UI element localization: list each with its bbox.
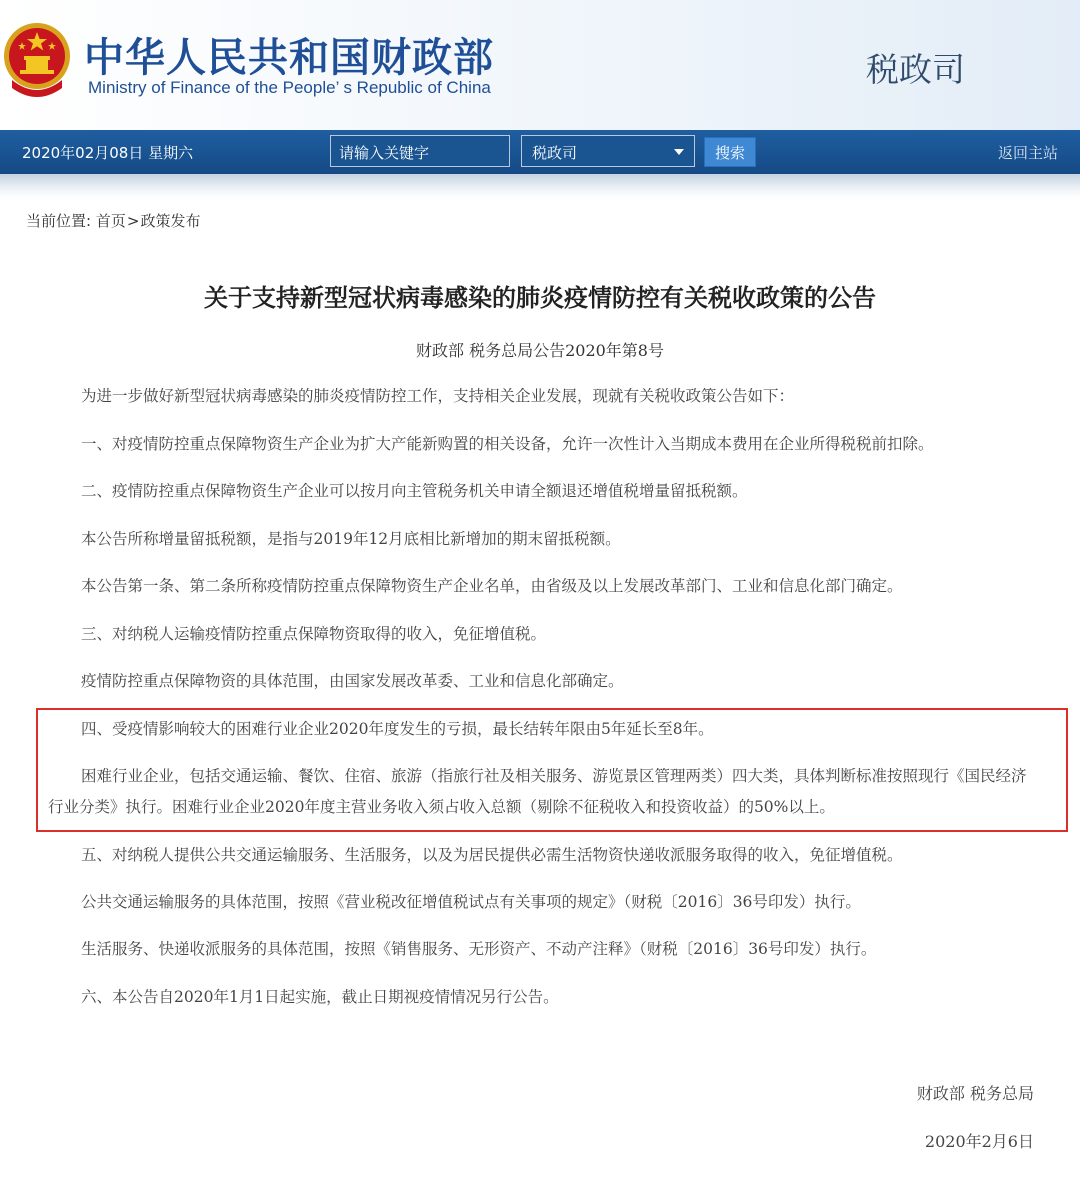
article-paragraph: 公共交通运输服务的具体范围，按照《营业税改征增值税试点有关事项的规定》（财税〔2016〕36号印发）执行。 <box>81 893 861 911</box>
article-paragraph: 本公告所称增量留抵税额，是指与2019年12月底相比新增加的期末留抵税额。 <box>81 530 621 548</box>
article-paragraph: 一、对疫情防控重点保障物资生产企业为扩大产能新购置的相关设备，允许一次性计入当期成本费用在企业所得税税前扣除。 <box>81 435 934 453</box>
breadcrumb-home[interactable]: 首页 <box>95 212 126 230</box>
article-paragraph: 疫情防控重点保障物资的具体范围，由国家发展改革委、工业和信息化部确定。 <box>81 672 624 690</box>
search-input[interactable]: 请输入关键字 <box>330 135 510 167</box>
department-select-value: 税政司 <box>532 144 578 162</box>
article-paragraph: 生活服务、快递收派服务的具体范围，按照《销售服务、无形资产、不动产注释》（财税〔2016〕36号印发）执行。 <box>81 940 877 958</box>
breadcrumb <box>26 210 200 231</box>
national-emblem-icon <box>2 18 72 100</box>
site-header <box>0 0 1080 130</box>
article-paragraph: 六、本公告自2020年1月1日起实施，截止日期视疫情情况另行公告。 <box>81 988 559 1006</box>
article-paragraph: 五、对纳税人提供公共交通运输服务、生活服务，以及为居民提供必需生活物资快递收派服务取得的收入，免征增值税。 <box>81 846 903 864</box>
department-select[interactable] <box>521 135 695 167</box>
search-button[interactable]: 搜索 <box>704 137 756 167</box>
document-number: 财政部 税务总局公告2020年第8号 <box>416 341 664 360</box>
article-paragraph-highlighted: 四、受疫情影响较大的困难行业企业2020年度发生的亏损，最长结转年限由5年延长至8年。 <box>81 720 714 738</box>
current-date: 2020年02月08日 星期六 <box>22 144 194 162</box>
chevron-down-icon <box>674 149 684 155</box>
department-name: 税政司 <box>866 50 965 89</box>
site-title-cn[interactable]: 中华人民共和国财政部 <box>84 35 494 81</box>
breadcrumb-label: 当前位置: <box>26 212 92 230</box>
article-paragraph: 二、疫情防控重点保障物资生产企业可以按月向主管税务机关申请全额退还增值税增量留抵税额。 <box>81 482 748 500</box>
article-title: 关于支持新型冠状病毒感染的肺炎疫情防控有关税收政策的公告 <box>204 284 876 312</box>
article-paragraph: 三、对纳税人运输疫情防控重点保障物资取得的收入，免征增值税。 <box>81 625 547 643</box>
breadcrumb-separator: > <box>126 212 140 230</box>
signature-date: 2020年2月6日 <box>924 1132 1034 1151</box>
site-title-en: Ministry of Finance of the People’ s Republic of China <box>88 78 491 97</box>
article-paragraph: 为进一步做好新型冠状病毒感染的肺炎疫情防控工作，支持相关企业发展，现就有关税收政策公告如下： <box>81 387 795 405</box>
signature: 财政部 税务总局 <box>916 1084 1034 1103</box>
article-paragraph-highlighted: 困难行业企业，包括交通运输、餐饮、住宿、旅游（指旅行社及相关服务、游览景区管理两类）四大类，具体判断标准按照现行《国民经济行业分类》执行。困难行业企业2020年度主营业务收入须占收入总额（剔除不征税收入和投资收益）的50%以上。 <box>48 767 1027 816</box>
home-link[interactable]: 返回主站 <box>997 144 1058 162</box>
article-paragraph: 本公告第一条、第二条所称疫情防控重点保障物资生产企业名单，由省级及以上发展改革部门、工业和信息化部门确定。 <box>81 577 903 595</box>
breadcrumb-section[interactable]: 政策发布 <box>140 212 201 230</box>
nav-shadow <box>0 174 1080 198</box>
